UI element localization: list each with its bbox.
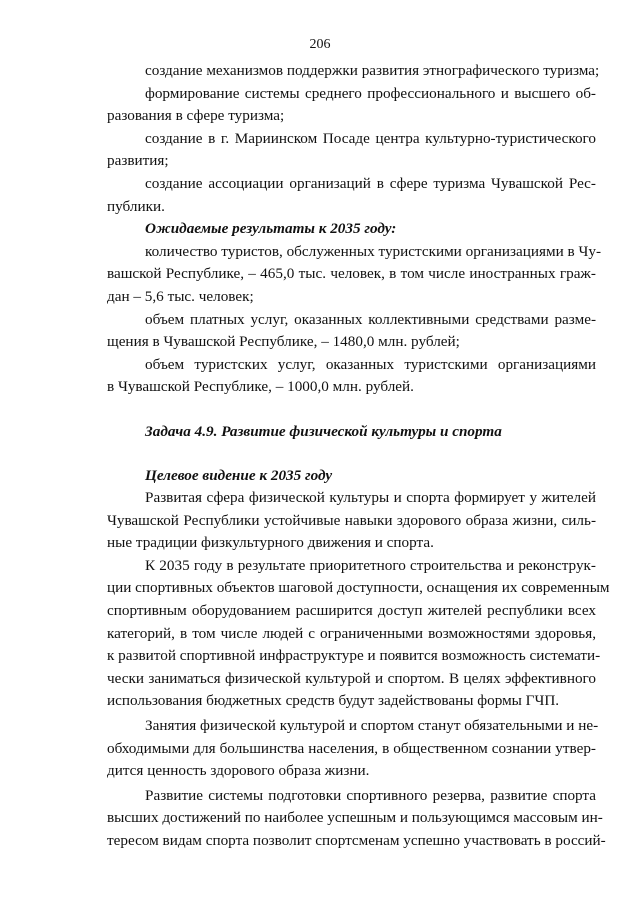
text-line: высших достижений по наиболее успешным и пользующимся массовым ин-: [107, 809, 603, 827]
text-line: создание в г. Мариинском Посаде центра культурно-туристического: [145, 129, 596, 147]
text-line: разования в сфере туризма;: [107, 107, 285, 125]
page-body: [107, 60, 610, 853]
task-heading: Задача 4.9. Развитие физической культуры и спорта: [145, 422, 502, 440]
spacer: [107, 399, 596, 421]
text-line: ции спортивных объектов шаговой доступности, оснащения их современным: [107, 579, 610, 597]
text-line: Занятия физической культурой и спортом станут обязательными и не-: [145, 717, 599, 735]
text-line: количество туристов, обслуженных туристскими организациями в Чу-: [145, 242, 602, 260]
text-line: обходимыми для большинства населения, в общественном сознании утвер-: [107, 739, 596, 757]
text-line: развития;: [107, 152, 169, 170]
text-line: чески заниматься физической культурой и спортом. В целях эффективного: [107, 669, 596, 687]
text-line: Чувашской Республики устойчивые навыки здорового образа жизни, силь-: [107, 511, 596, 529]
text-line: объем платных услуг, оказанных коллективными средствами разме-: [145, 310, 596, 328]
text-line: Развитие системы подготовки спортивного резерва, развитие спорта: [145, 786, 596, 804]
text-line: категорий, в том числе людей с ограниченными возможностями здоровья,: [107, 624, 596, 642]
text-line: ные традиции физкультурного движения и спорта.: [107, 534, 434, 552]
text-line: использования бюджетных средств будут задействованы формы ГЧП.: [107, 692, 560, 710]
text-line: тересом видам спорта позволит спортсменам успешно участвовать в россий-: [107, 832, 606, 849]
text-line: Развитая сфера физической культуры и спорта формирует у жителей: [145, 489, 596, 507]
subsection-heading: Целевое видение к 2035 году: [145, 466, 333, 484]
text-line: в Чувашской Республике, – 1000,0 млн. рублей.: [107, 378, 414, 396]
text-line: к развитой спортивной инфраструктуре и появится возможность системати-: [107, 647, 601, 665]
text-line: щения в Чувашской Республике, – 1480,0 млн. рублей;: [107, 333, 460, 351]
section-heading: Ожидаемые результаты к 2035 году:: [145, 220, 397, 238]
text-line: создание ассоциации организаций в сфере туризма Чувашской Рес-: [145, 174, 596, 192]
text-line: объем туристских услуг, оказанных туристскими организациями: [145, 355, 596, 373]
text-line: дится ценность здорового образа жизни.: [107, 762, 370, 780]
text-line: спортивным оборудованием расширится доступ жителей республики всех: [107, 602, 596, 620]
text-line: вашской Республике, – 465,0 тыс. человек, в том числе иностранных граж-: [107, 265, 596, 283]
text-line: К 2035 году в результате приоритетного строительства и реконструк-: [145, 556, 596, 574]
text-line: создание механизмов поддержки развития этнографического туризма;: [145, 62, 600, 79]
text-line: публики.: [107, 197, 165, 215]
text-line: формирование системы среднего профессионального и высшего об-: [145, 84, 596, 102]
text-line: дан – 5,6 тыс. человек;: [107, 287, 254, 305]
page-number: 206: [309, 37, 331, 52]
spacer: [107, 444, 596, 465]
